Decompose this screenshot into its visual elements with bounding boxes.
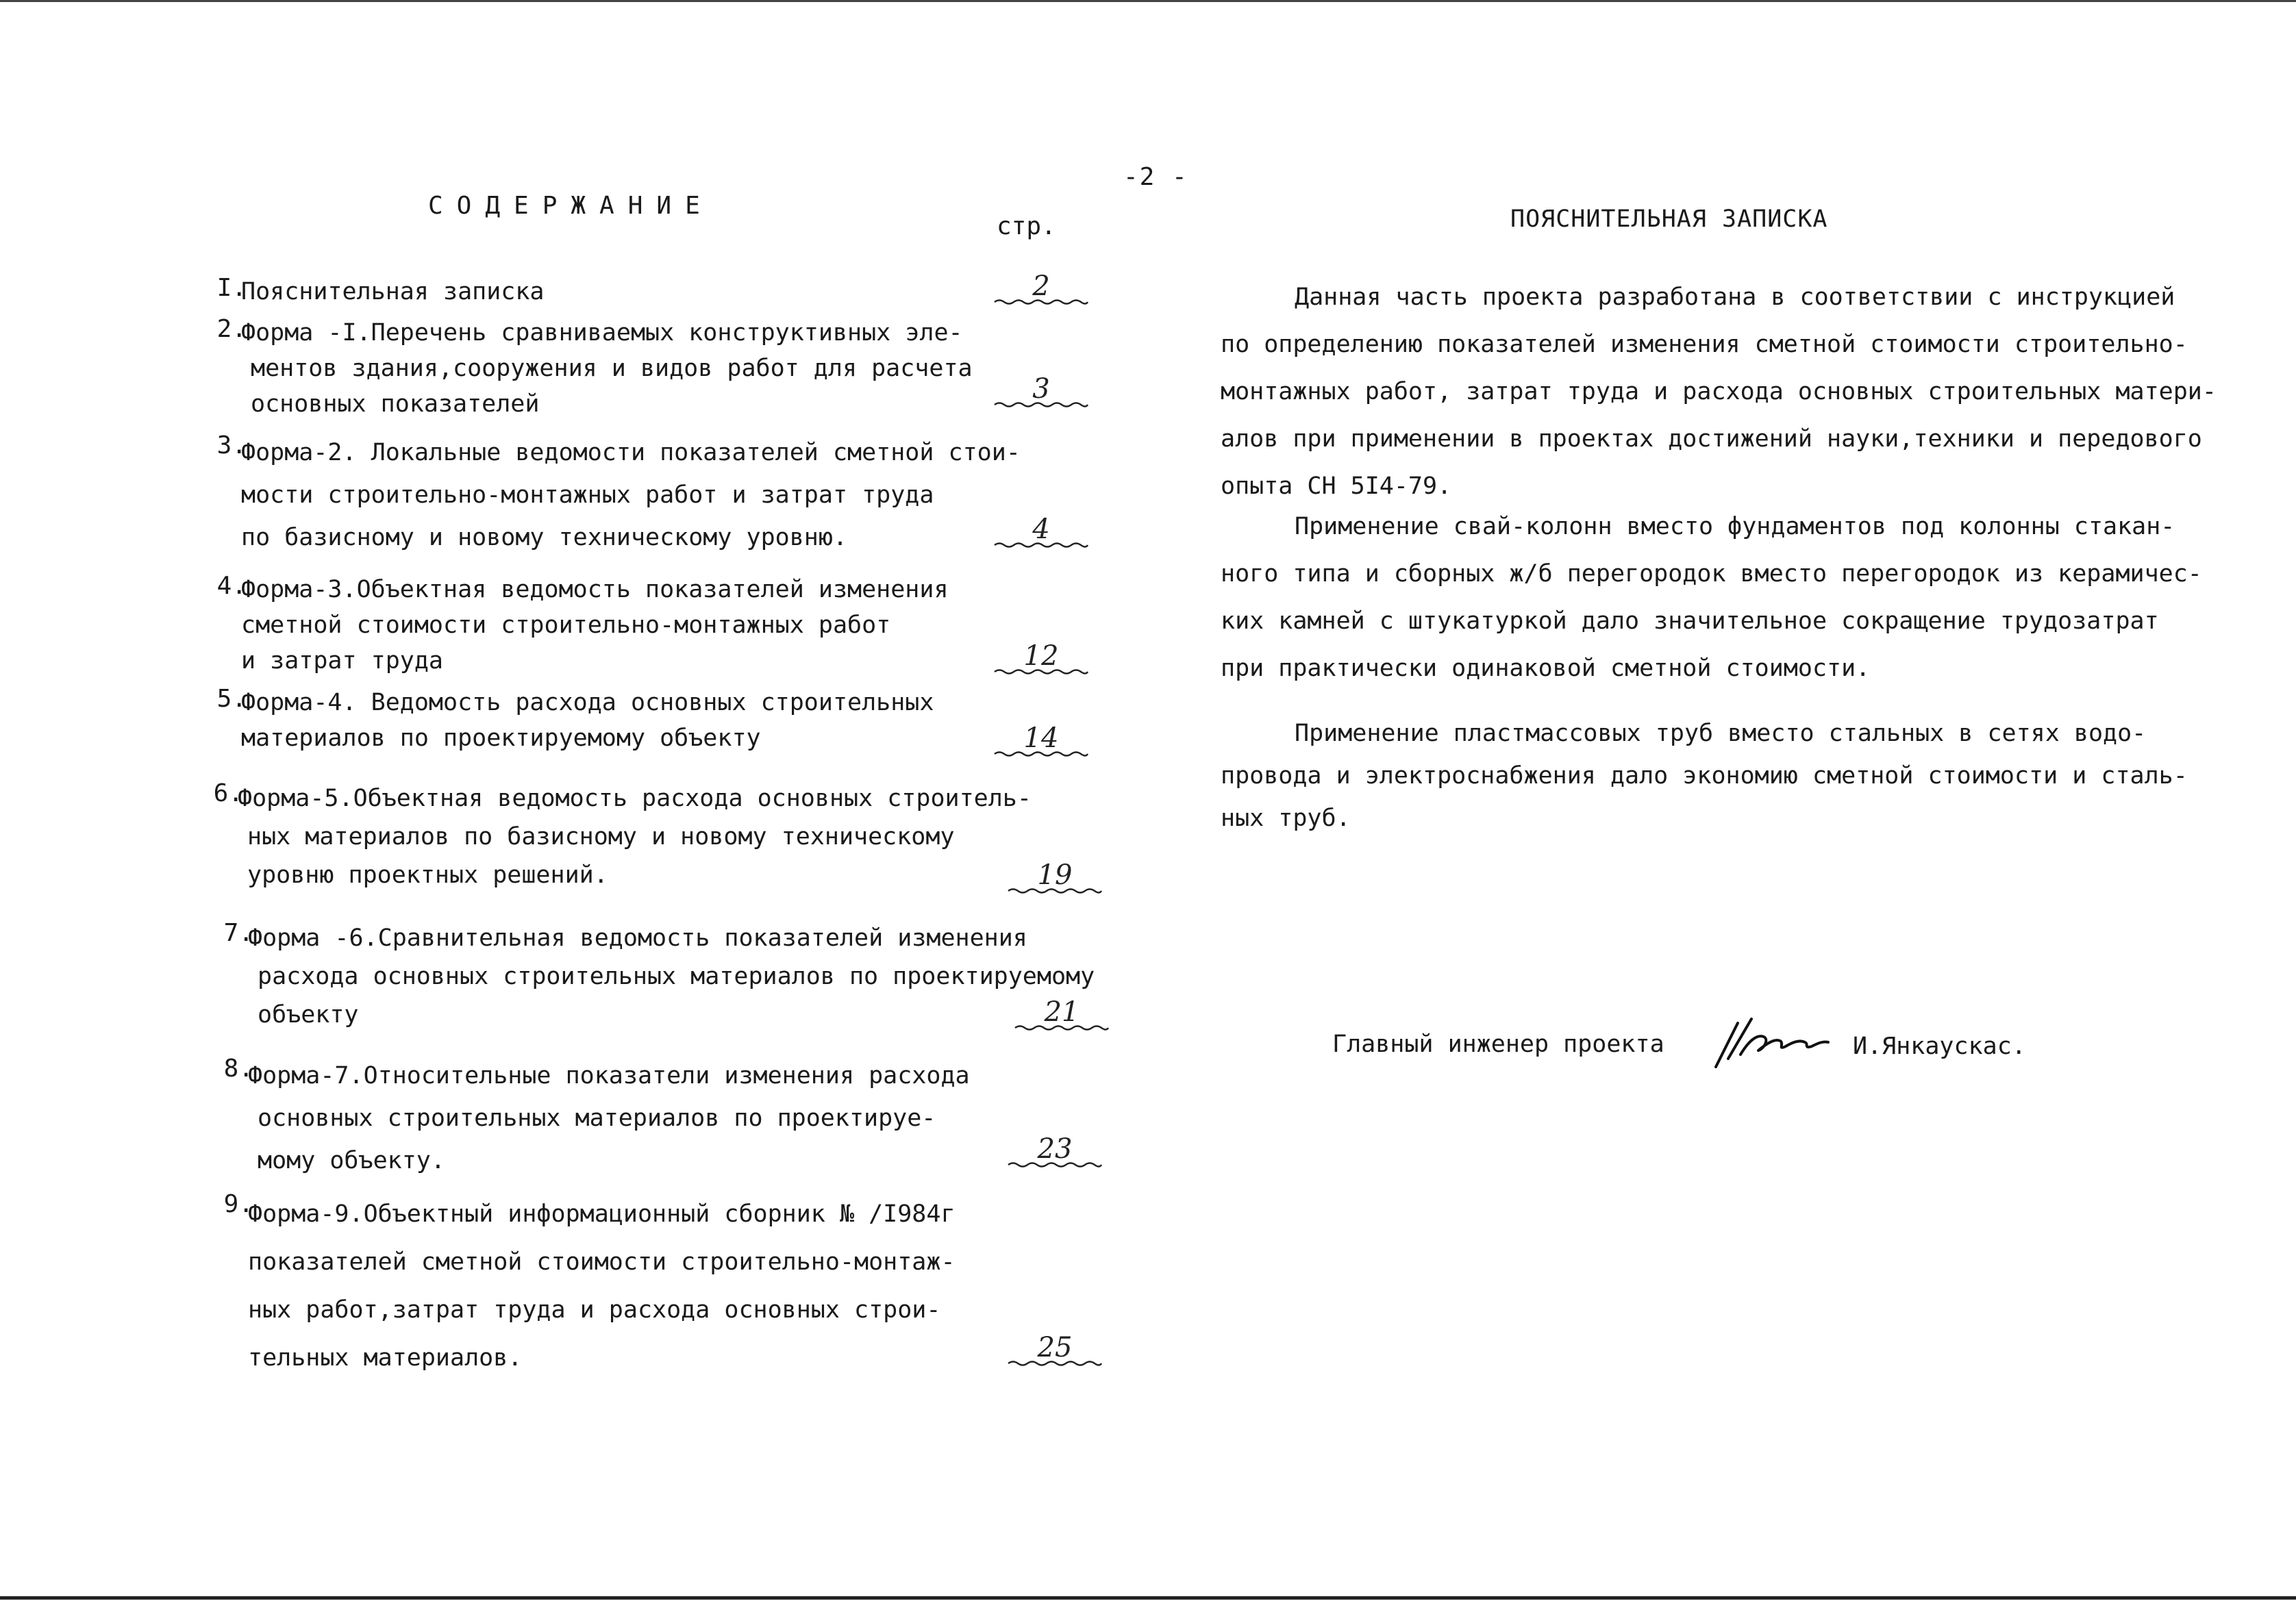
note-line: провода и электроснабжения дало экономию сметной стоимости и сталь- <box>1221 762 2188 790</box>
scan-edge-top <box>0 0 2296 2</box>
toc-item-line: Форма -6.Сравнительная ведомость показателей изменения <box>248 924 1027 952</box>
toc-item-line: Форма-3.Объектная ведомость показателей изменения <box>241 576 949 603</box>
toc-item-text <box>238 779 1046 894</box>
toc-item-page-number: 12 <box>1023 640 1059 672</box>
toc-item-line: мому объекту. <box>258 1147 445 1174</box>
toc-item-page <box>1007 859 1103 894</box>
toc-item-line: мости строительно-монтажных работ и затрат труда <box>241 481 934 509</box>
toc-item-line: расхода основных строительных материалов по проектируемому <box>258 963 1095 990</box>
note-line: при практически одинаковой сметной стоимости. <box>1221 655 1871 682</box>
toc-item-page <box>1007 1133 1103 1168</box>
toc-item-line: Форма-9.Объектный информационный сборник № /I984г <box>248 1200 956 1228</box>
toc-item-number: 8. <box>223 1055 253 1083</box>
toc-item-page-number: 25 <box>1037 1332 1073 1363</box>
page-number: -2 - <box>1123 163 1188 191</box>
toc-item-line: сметной стоимости строительно-монтажных работ <box>241 612 891 639</box>
toc-item-page <box>993 270 1089 305</box>
toc-item-line: объекту <box>258 1001 359 1029</box>
toc-item-text <box>241 431 1049 559</box>
toc-item-line: Форма-7.Относительные показатели изменения расхода <box>248 1062 970 1089</box>
toc-item-page-number: 4 <box>1032 514 1050 545</box>
note-line: монтажных работ, затрат труда и расхода основных строительных матери- <box>1221 378 2217 405</box>
note-line: по определению показателей изменения сметной стоимости строительно- <box>1221 331 2188 358</box>
toc-item-page <box>993 640 1089 675</box>
note-paragraph <box>1221 712 2234 840</box>
note-line: Применение свай-колонн вместо фундаментов под колонны стакан- <box>1295 513 2175 540</box>
toc-item-line: ных работ,затрат труда и расхода основных строи- <box>248 1296 941 1324</box>
toc-item-page <box>993 514 1089 548</box>
toc-item-number: I. <box>216 274 247 302</box>
toc-item-text <box>241 315 1049 422</box>
toc-item-text <box>248 1190 1056 1382</box>
note-line: опыта СН 5I4-79. <box>1221 472 1452 500</box>
toc-title: СОДЕРЖАНИЕ <box>428 192 714 220</box>
toc-item-line: по базисному и новому техническому уровню. <box>241 524 848 551</box>
toc-item-line: Форма-2. Локальные ведомости показателей сметной стои- <box>241 439 1021 466</box>
toc-item-number: 4. <box>216 572 247 600</box>
note-line: ных труб. <box>1221 805 1351 832</box>
note-line: ких камней с штукатуркой дало значительное сокращение трудозатрат <box>1221 607 2159 635</box>
toc-item-text <box>248 1055 1056 1182</box>
toc-item-number: 7. <box>223 919 253 947</box>
toc-item-line: основных строительных материалов по проектируе- <box>258 1105 936 1132</box>
toc-item-line: Форма -I.Перечень сравниваемых конструктивных эле- <box>241 319 963 346</box>
handwritten-signature <box>1709 1013 1832 1075</box>
note-title: ПОЯСНИТЕЛЬНАЯ ЗАПИСКА <box>1510 205 1828 233</box>
toc-item-number: 3. <box>216 431 247 459</box>
toc-item-line: материалов по проектируемому объекту <box>241 724 761 752</box>
toc-item-line: Пояснительная записка <box>241 278 545 305</box>
note-paragraph <box>1221 274 2234 510</box>
toc-item-page-number: 21 <box>1044 996 1080 1028</box>
toc-item-line: Форма-4. Ведомость расхода основных строительных <box>241 689 934 716</box>
toc-item-line: основных показателей <box>251 390 540 418</box>
toc-item-line: тельных материалов. <box>248 1344 523 1372</box>
toc-page-header: стр. <box>997 212 1056 240</box>
toc-item-page <box>993 722 1089 757</box>
toc-item-page-number: 23 <box>1037 1133 1073 1165</box>
toc-item-text <box>241 274 1049 310</box>
signature-label: Главный инженер проекта <box>1332 1031 1664 1058</box>
toc-item-page-number: 2 <box>1032 270 1050 302</box>
note-line: алов при применении в проектах достижений науки,техники и передового <box>1221 425 2202 453</box>
toc-item-line: ных материалов по базисному и новому техническому <box>247 823 955 850</box>
toc-item-number: 5. <box>216 685 247 713</box>
toc-item-page <box>1007 1332 1103 1366</box>
scan-edge-bottom <box>0 1596 2296 1600</box>
toc-item-page <box>1014 996 1110 1031</box>
toc-item-text <box>241 572 1049 679</box>
toc-item-page-number: 19 <box>1037 859 1073 891</box>
toc-item-line: показателей сметной стоимости строительно-монтаж- <box>248 1248 956 1276</box>
toc-item-line: Форма-5.Объектная ведомость расхода основных строитель- <box>238 785 1032 812</box>
toc-item-page <box>993 373 1089 407</box>
note-line: ного типа и сборных ж/б перегородок вместо перегородок из керамичес- <box>1221 560 2202 588</box>
toc-item-page-number: 14 <box>1023 722 1059 754</box>
toc-item-number: 2. <box>216 315 247 343</box>
note-paragraph <box>1221 503 2234 692</box>
toc-item-line: уровню проектных решений. <box>247 861 608 889</box>
toc-item-line: ментов здания,сооружения и видов работ для расчета <box>251 355 973 382</box>
toc-item-text <box>241 685 1049 756</box>
toc-item-number: 6. <box>213 779 243 807</box>
signature-name: И.Янкаускас. <box>1853 1033 2026 1060</box>
note-line: Применение пластмассовых труб вместо стальных в сетях водо- <box>1295 720 2147 747</box>
note-line: Данная часть проекта разработана в соответствии с инструкцией <box>1295 283 2175 311</box>
toc-item-page-number: 3 <box>1032 373 1050 405</box>
toc-item-line: и затрат труда <box>241 647 444 675</box>
toc-item-number: 9. <box>223 1190 253 1218</box>
